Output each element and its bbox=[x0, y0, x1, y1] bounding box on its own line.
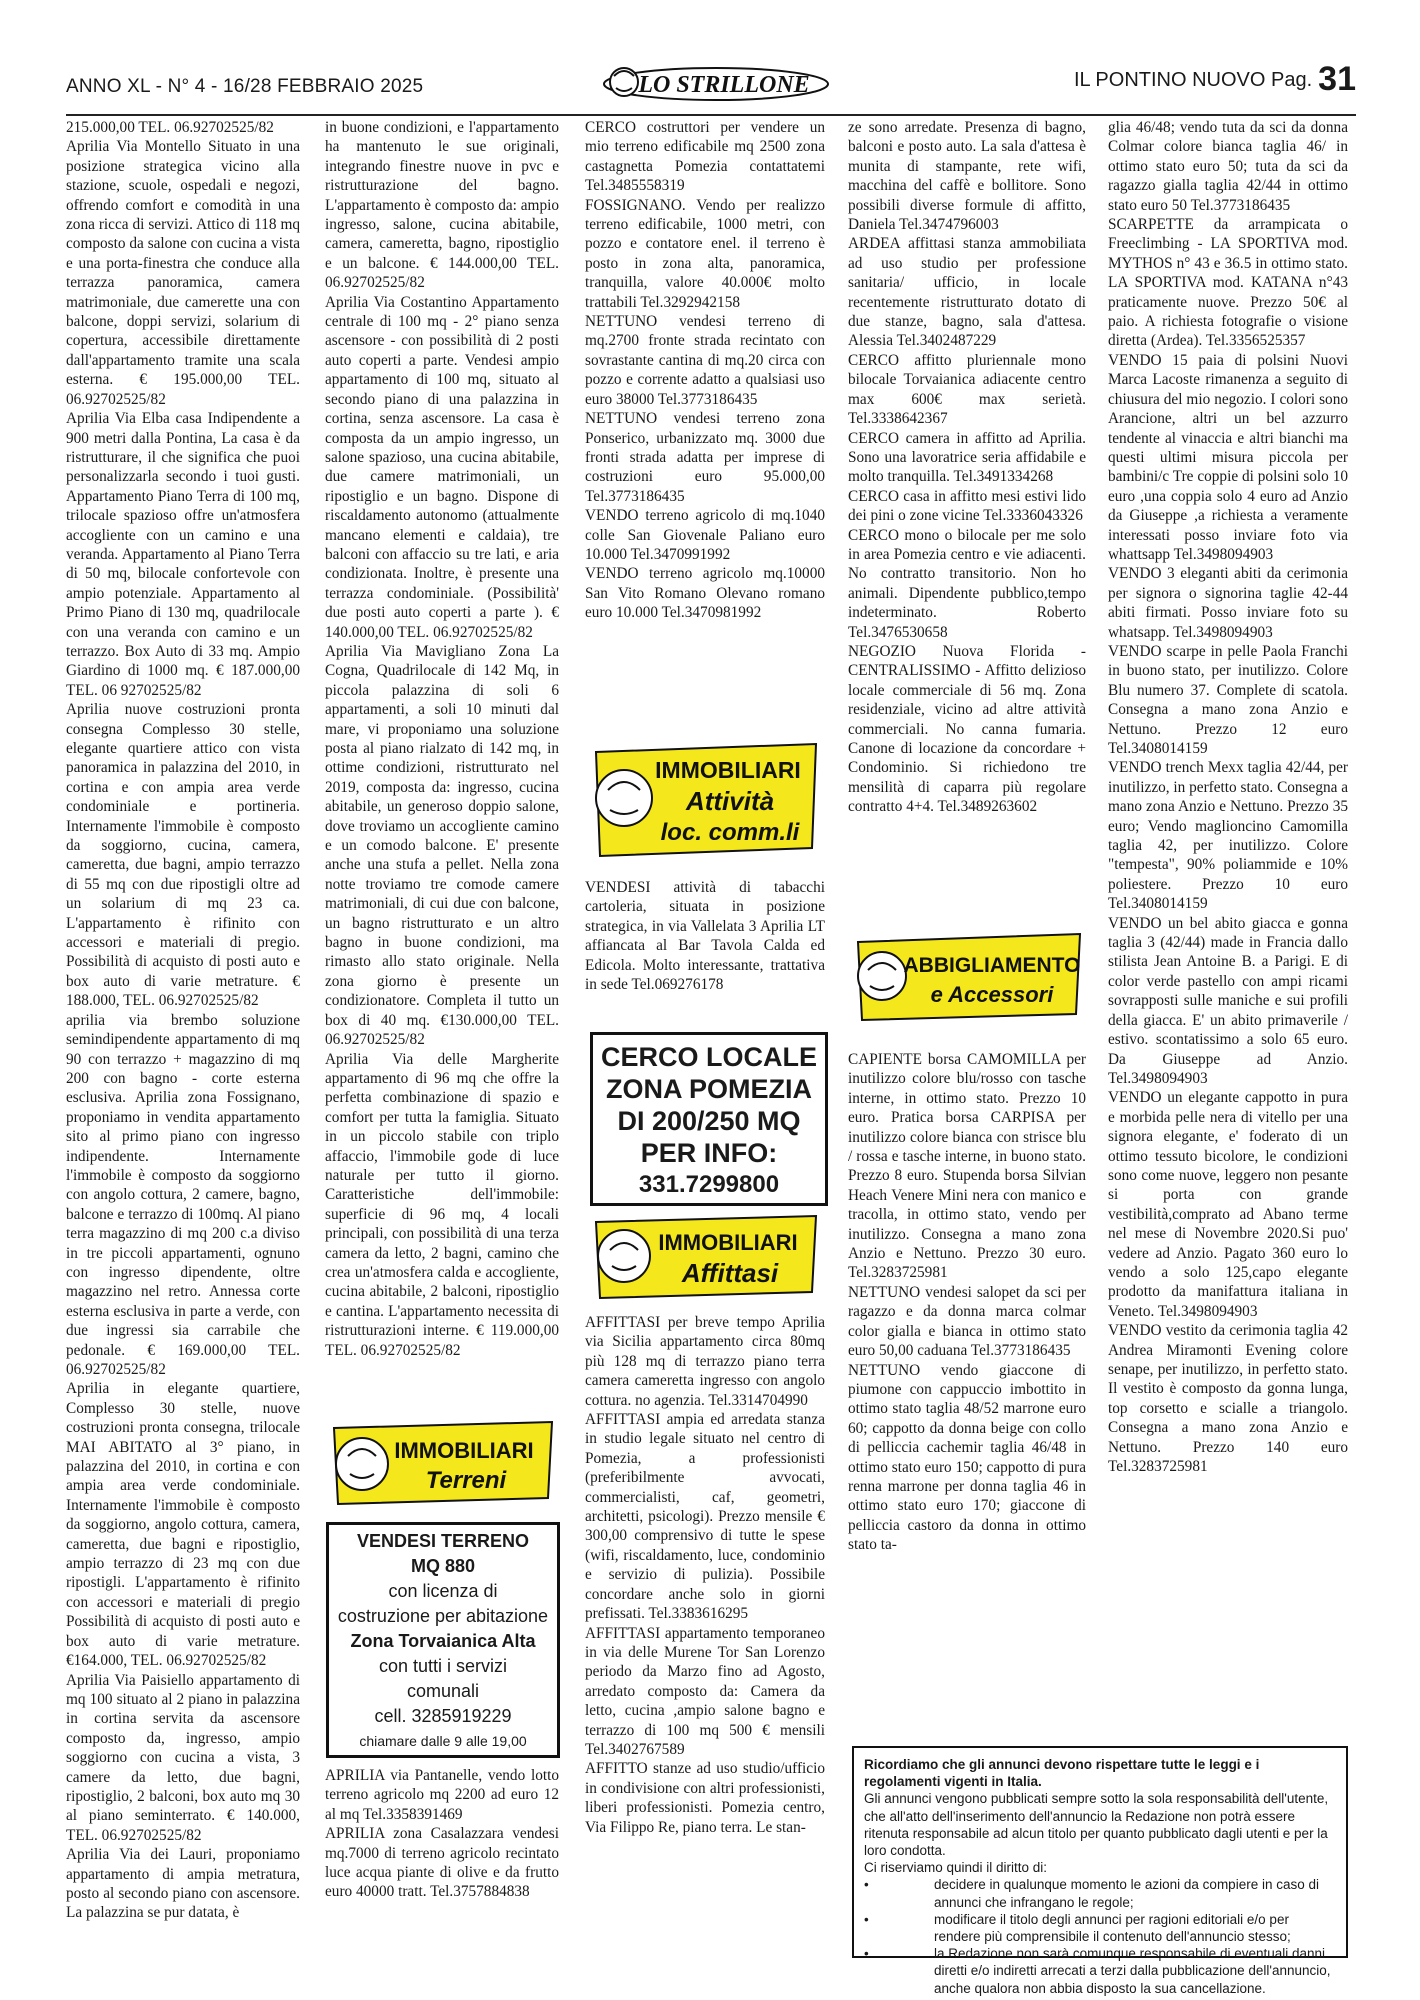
column-5 bbox=[1108, 118, 1348, 1606]
ad-text: Aprilia in elegante quartiere, Complesso 30 stelle, nuove costruzioni pronta consegna, trilocale MAI ABITATO al 3° piano, in palazzina del 2010, in cortina e con ampia area verde condominiale. Internamente l'immobile è composto da soggiorno, angolo cottura, camera, cameretta, due bagni e ripostiglio, ampio terrazzo di 23 mq con due ripostigli. L'appartamento è rifinito con accessori e materiali di pregio Possibilità di acquisto di posti auto e box auto di varie metrature. €164.000, TEL. 06.92702525/82 bbox=[66, 1380, 300, 1670]
ad-text: Aprilia Via delle Margherite appartamento di 96 mq che offre la perfetta combinazione di spazio e comfort per tutta la famiglia. Situato in un piccolo stabile con triplo affaccio, l'immobile gode di luce naturale per tutto il giorno. Caratteristiche dell'immobile: superficie di 96 mq, 4 locali principali, con possibilità di una terza camera da letto, 2 bagni, camino che crea un'atmosfera calda e accogliente, cucina abitabile, 2 balconi, ripostiglio e cantina. L'appartamento necessita di ristrutturazioni interne. € 119.000,00 TEL. 06.92702525/82 bbox=[325, 1050, 559, 1359]
ad-text: VENDO trench Mexx taglia 42/44, per inutilizzo, in perfetto stato. Consegna a mano zona Anzio e Nettuno. Prezzo 35 euro; Vendo maglioncino Camomilla taglia 42, per inutilizzo. Colore "tempesta", 90% poliammide e 10% poliestere. Prezzo 10 euro Tel.3408014159 bbox=[1108, 759, 1349, 913]
ad-line: 331.7299800 bbox=[638, 1171, 780, 1198]
ad-text: Aprilia Via Montello Situato in una posizione strategica vicino alla stazione, scuole, ospedali e negozi, offrendo comfort e comodità in una zona ricca di servizi. Attico di 118 mq composto da salone con cucina a vista e una porta-finestra che conduce alla terrazza panoramica, camera matrimoniale, due camerette una con balcone, doppi servizi, solarium di copertura, accessibile direttamente dall'appartamento tramite una scala esterna. € 195.000,00 TEL. 06.92702525/82 bbox=[66, 138, 300, 408]
rules-notice bbox=[852, 1746, 1348, 1996]
ad-text: AFFITTASI per breve tempo Aprilia via Sicilia appartamento circa 80mq più 128 mq di terrazzo piano terra camera cameretta ingresso con angolo cottura. no agenzia. Tel.3314704990 bbox=[585, 1314, 825, 1409]
notice-bullet-text: modificare il titolo degli annunci per ragioni editoriali e/o per rendere più comprensibile il contenuto dell'annuncio stesso; bbox=[934, 1911, 1291, 1945]
ad-text: NETTUNO vendesi salopet da sci per ragazzo e da donna marca colmar color gialla e bianca in ottimo stato euro 50,00 caduana Tel.3773186435 bbox=[848, 1283, 1086, 1360]
ad-line: PER INFO: bbox=[640, 1138, 778, 1168]
ad-text: ze sono arredate. Presenza di bagno, balconi e posto auto. La sala d'attesa è munita di stampante, rete wifi, macchina del caffè e bollitore. Sono possibili diverse formule di affitto, Daniela Tel.3474796003 bbox=[848, 119, 1086, 234]
notice-bullet-item bbox=[864, 1876, 1336, 1910]
paper-name: IL PONTINO NUOVO bbox=[1073, 69, 1266, 91]
ad-text: VENDO un bel abito giacca e gonna taglia 3 (42/44) made in Francia dallo stilista Jean Antoine B. a Parigi. E di color verde pastello con ampi ricami sovrapposti sulle maniche e sui profili della giacca. E' un abito primaverile / estivo. scontatissimo a solo 65 euro. Da Giuseppe ad Anzio. Tel.3498094903 bbox=[1108, 914, 1348, 1087]
ad-text: AFFITTASI appartamento temporaneo in via delle Murene Tor San Lorenzo periodo da Marzo fino ad Agosto, arredato composto da: Camera da letto, cucina ,ampio salone bagno e terrazzo di 100 mq 500 € mensili Tel.3402767589 bbox=[585, 1624, 825, 1758]
ad-text: CERCO mono o bilocale per me solo in area Pomezia centro e vie adiacenti. No contratto transitorio. Non ho animali. Dipendente pubblico,tempo indeterminato. Roberto Tel.3476530658 bbox=[848, 526, 1086, 641]
ad-text: VENDESI attività di tabacchi cartoleria, situata in posizione strategica, in via Vallelata 3 Aprilia LT affiancata al Bar Tavola Calda ed Edicola. Molto interessante, trattativa in sede Tel.069276178 bbox=[585, 879, 825, 994]
section-header-terreni bbox=[328, 1418, 560, 1510]
ad-text: AFFITTO stanze ad uso studio/ufficio in condivisione con altri professionisti, liberi professionisti. Pomezia centro, Via Filippo Re, piano terra. Le stan- bbox=[585, 1760, 825, 1836]
notice-text: Gli annunci vengono pubblicati sempre sotto la sola responsabilità dell'utente, che all'atto dell'inserimento dell'annuncio la Redazione non potrà essere ritenuta responsabile ad alcun titolo per quanto pubblicato dagli utenti e per la loro condotta. bbox=[864, 1791, 1329, 1859]
section-subtitle: Attività bbox=[685, 786, 775, 816]
page-label: Pag. bbox=[1271, 69, 1313, 91]
ad-text: FOSSIGNANO. Vendo per realizzo terreno edificabile, 1000 metri, con pozzo e contatore enel. il terreno è posto in zona alta, panoramica, tranquilla, valore 40.000€ molto trattabili Tel.3292942158 bbox=[585, 196, 825, 311]
ad-line: ZONA POMEZIA bbox=[606, 1074, 812, 1104]
bullet-icon: • bbox=[864, 1911, 869, 1927]
column-2 bbox=[325, 118, 559, 1558]
ad-line: CERCO LOCALE bbox=[601, 1042, 817, 1072]
notice-bullet-item bbox=[864, 1911, 1336, 1945]
notice-bullet-item bbox=[864, 1945, 1336, 1997]
section-title: IMMOBILIARI bbox=[394, 1438, 534, 1463]
ad-text: Aprilia Via Elba casa Indipendente a 900 metri dalla Pontina, La casa è da ristrutturare, il che significa che puoi personalizzarla secondo i tuoi gusti. Appartamento Piano Terra di 100 mq, trilocale spazioso offre un'atmosfera accogliente con un camino e una veranda. Appartamento al Piano Terra di 50 mq, bilocale confortevole con ampio potenziale. Appartamento al Primo Piano di 130 mq, quadrilocale con una veranda con camino e un terrazzo. Box Auto di 33 mq. Ampio Giardino di 1000 mq. € 187.000,00 TEL. 06 92702525/82 bbox=[66, 410, 300, 699]
page-header bbox=[66, 60, 1356, 122]
ad-text: CERCO casa in affitto mesi estivi lido dei pini o zone vicine Tel.3336043326 bbox=[848, 487, 1086, 525]
paper-name-page bbox=[1074, 60, 1356, 99]
notice-bullet-text: la Redazione non sarà comunque responsabile di eventuali danni diretti e/o indiretti arrecati a terzi dalla pubblicazione dell'annuncio, anche qualora non abbia disposto la sua cancellazione. bbox=[934, 1946, 1331, 1996]
ad-line: comunali bbox=[406, 1681, 480, 1701]
ad-line: VENDESI TERRENO bbox=[356, 1531, 530, 1551]
ad-text: glia 46/48; vendo tuta da sci da donna Colmar colore bianca taglia 46/ in ottimo stato euro 50; tuta da sci da ragazzo gialla taglia 42/44 in ottimo stato euro 50 Tel.3773186435 bbox=[1108, 119, 1348, 214]
ad-text: 215.000,00 TEL. 06.92702525/82 bbox=[66, 119, 274, 136]
section-title: IMMOBILIARI bbox=[655, 757, 801, 783]
column-4 bbox=[848, 118, 1086, 908]
section-title: ABBIGLIAMENTO bbox=[903, 954, 1081, 977]
page-number: 31 bbox=[1318, 60, 1356, 98]
notice-text: Ci riserviamo quindi il diritto di: bbox=[864, 1860, 1048, 1876]
ad-text: aprilia via brembo soluzione semindipendente appartamento di mq 90 con terrazzo + magazzino di mq 200 con bagno - corte esterna esclusiva. Aprilia zona Fossignano, proponiamo in vendita appartamento sito al primo piano con ingresso indipendente. Internamente l'immobile è composto da soggiorno con angolo cottura, 2 camere, bagno, balcone e terrazzo di 100mq. Al piano terra magazzino di mq 200 c.a diviso in tre piccoli appartamenti, ognuno con ingresso dipendente, oltre magazzino nel retro. Annessa corte esterna esclusiva in parte a verde, con due ingressi sia carrabile che pedonale. € 169.000,00 TEL. 06.92702525/82 bbox=[66, 1011, 300, 1378]
ad-line: con tutti i servizi bbox=[378, 1656, 508, 1676]
section-header-affittasi bbox=[590, 1212, 822, 1304]
section-subtitle2: loc. comm.li bbox=[660, 819, 800, 846]
logo-text: LO STRILLONE bbox=[638, 72, 810, 98]
ad-line: Zona Torvaianica Alta bbox=[350, 1631, 536, 1651]
column-3-affittasi bbox=[585, 1313, 825, 1978]
ad-text: VENDO terreno agricolo di mq.1040 colle San Giovenale Paliano euro 10.000 Tel.3470991992 bbox=[585, 507, 825, 563]
ad-line: DI 200/250 MQ bbox=[617, 1106, 801, 1136]
ad-text: NETTUNO vendo giaccone di piumone con cappuccio imbottito in ottimo stato taglia 48/52 marrone euro 60; cappotto da donna beige con collo di pelliccia cachemir taglia 46/48 in ottimo stato euro 150; cappotto di pura renna marrone per donna taglia 46 in ottimo stato euro 170; giaccone di pelliccia castoro da donna in ottimo stato ta- bbox=[848, 1361, 1086, 1554]
ad-line: costruzione per abitazione bbox=[337, 1606, 549, 1626]
bullet-icon: • bbox=[864, 1877, 869, 1893]
section-subtitle: Affittasi bbox=[681, 1258, 779, 1288]
ad-text: VENDO scarpe in pelle Paola Franchi in buono stato, per inutilizzo. Colore Blu numero 37. Complete di scatola. Consegna a mano zona Anzio e Nettuno. Prezzo 12 euro Tel.3408014159 bbox=[1108, 642, 1348, 757]
ad-text: AFFITTASI ampia ed arredata stanza in studio legale situato nel centro di Pomezia, a professionisti (preferibilmente avvocati, commercialisti, caf, geometri, architetti, psicologi). Prezzo mensile € 300,00 comprensivo di tutte le spese (wifi, riscaldamento, luce, condominio e servizio di pulizia). Possibile concordare anche solo in giorni prefissati. Tel.3383616295 bbox=[585, 1411, 825, 1623]
header-rule bbox=[66, 114, 1356, 116]
ad-text: SCARPETTE da arrampicata o Freeclimbing - LA SPORTIVA mod. MYTHOS n° 43 e 36.5 in ottimo stato. LA SPORTIVA mod. KATANA n°43 praticamente nuove. Prezzo 50€ al paio. A richiesta fotografie o visione diretta (Ardea). Tel.3356525357 bbox=[1108, 216, 1348, 350]
ad-line: chiamare dalle 9 alle 19,00 bbox=[359, 1733, 527, 1749]
notice-bullet-text: decidere in qualunque momento le azioni da compiere in caso di annunci che infrangano le regole; bbox=[934, 1877, 1319, 1910]
issue-info: ANNO XL - N° 4 - 16/28 FEBBRAIO 2025 bbox=[66, 76, 424, 97]
ad-text: CERCO costruttori per vendere un mio terreno edificabile mq 2500 zona castagnetta Pomezia contattatemi Tel.3485558319 bbox=[585, 119, 825, 195]
section-title: IMMOBILIARI bbox=[658, 1230, 798, 1255]
column-4-abbigliamento bbox=[848, 1050, 1086, 1710]
ad-line: con licenza di bbox=[388, 1581, 498, 1601]
ad-box-terreno bbox=[326, 1522, 560, 1758]
ad-text: CERCO affitto pluriennale mono bilocale Torvaianica adiacente centro max 600€ max serietà. Tel.3338642367 bbox=[848, 351, 1086, 428]
ad-text: APRILIA via Pantanelle, vendo lotto terreno agricolo mq 2200 ad euro 12 al mq Tel.3358391469 bbox=[325, 1767, 559, 1823]
section-header-attivita bbox=[590, 740, 822, 860]
ad-text: in buone condizioni, e l'appartamento ha mantenuto le sue originali, integrando finestre nuove in pvc e ristrutturazione del bagno. L'appartamento è composto da: ampio ingresso, salone, cucina abitabile, camera, cameretta, bagno, ripostiglio e un balcone. € 144.000,00 TEL. 06.92702525/82 bbox=[325, 119, 559, 292]
ad-text: Aprilia Via dei Lauri, proponiamo appartamento di ampia metratura, posto al secondo piano con ascensore. La palazzina se pur datata, è bbox=[66, 1846, 300, 1922]
ad-text: Aprilia nuove costruzioni pronta consegna Complesso 30 stelle, elegante quartiere attico con vista panoramica in palazzina del 2010, in cortina e con ampia area verde condominiale e portineria. Internamente l'immobile è composto da soggiorno, cucina, camera, cameretta, due bagni, ampio terrazzo di 55 mq con due ripostigli oltre ad un solarium di mq 23 ca. L'appartamento è rifinito con accessori e materiali di pregio. Possibilità di acquisto di posti auto e box auto di varie metrature. € 188.000, TEL. 06.92702525/82 bbox=[66, 701, 300, 1010]
ad-text: Aprilia Via Mavigliano Zona La Cogna, Quadrilocale di 142 Mq, in piccola palazzina di soli 6 appartamenti, a soli 10 minuti dal mare, vi proponiamo una soluzione posta al piano rialzato di 142 mq, in ottime condizioni, ristrutturato nel 2019, composta da: ingresso, cucina abitabile, un generoso doppio salone, dove troviamo un accogliente camino e un comodo balcone. E' presente anche una stufa a pellet. Nella zona notte troviamo tre comode camere matrimoniali, di cui due con balcone, un bagno ristrutturato e un altro bagno in buone condizioni, ma rimasto allo stato originale. Nella zona giorno è presente un condizionatore. Completa il tutto un box di 40 mq. €130.000,00 TEL. 06.92702525/82 bbox=[325, 642, 559, 1049]
ad-text: VENDO 15 paia di polsini Nuovi Marca Lacoste rimanenza a seguito di chiusura del mio negozio. I colori sono Arancione, altri un bel azzurro tendente al vinaccia e altri bianchi ma questi ultimi misura piccola per bambini/c Tre coppie di polsini solo 10 euro ,una coppia solo 4 euro ad Anzio da Giuseppe ,a richiesta a veramente interessati posso inviare foto via whattsapp Tel.3498094903 bbox=[1108, 351, 1348, 563]
ad-text: Aprilia Via Paisiello appartamento di mq 100 situato al 2 piano in palazzina in cortina servita da ascensore composto da, ingresso, ampio soggiorno con cucina a vista, 3 camere da letto, due bagni, ripostiglio, 2 balconi, box auto mq 30 al piano seminterrato. € 140.000, TEL. 06.92702525/82 bbox=[66, 1671, 300, 1844]
column-3-attivita bbox=[585, 878, 825, 998]
section-subtitle: Terreni bbox=[425, 1467, 507, 1494]
ad-text: Aprilia Via Costantino Appartamento centrale di 100 mq - 2° piano senza ascensore - con possibilità di 2 posti auto coperti a parte. Vendesi ampio appartamento di 100 mq, situato al secondo piano di una palazzina in cortina, senza ascensore. La casa è composta da un ampio ingresso, un salone spazioso, una cucina abitabile, due camere matrimoniali, un ripostiglio e un bagno. Dispone di riscaldamento autonomo (attualmente mancano elementi e caldaia), tre balconi con affaccio su tre lati, e aria condizionata. Inoltre, è presente una terrazza condominiale. (Possibilità' due posti auto coperti a parte ). € 140.000,00 TEL. 06.92702525/82 bbox=[325, 293, 559, 641]
section-subtitle: e Accessori bbox=[930, 982, 1054, 1007]
notice-title: Ricordiamo che gli annunci devono rispettare tutte le leggi e i regolamenti vigenti in Italia. bbox=[864, 1757, 1260, 1790]
bullet-icon: • bbox=[864, 1946, 869, 1962]
column-3 bbox=[585, 118, 825, 738]
ad-text: CERCO camera in affitto ad Aprilia. Sono una lavoratrice seria affidabile e molto tranquilla. Tel.3491334268 bbox=[848, 429, 1086, 486]
column-1 bbox=[66, 118, 300, 1968]
ad-text: CAPIENTE borsa CAMOMILLA per inutilizzo colore blu/rosso con tasche interne, in ottimo stato. Prezzo 10 euro. Pratica borsa CARPISA per inutilizzo colore bianca con strisce blu / rossa e tasche interne, in buono stato. Prezzo 8 euro. Stupenda borsa Silvian Heach Venere Mini nera con manico e tracolla, in ottimo stato, vendo per inutilizzo. Consegna a mano zona Anzio e Nettuno. Prezzo 30 euro. Tel.3283725981 bbox=[848, 1051, 1086, 1282]
ad-box-cerco-locale bbox=[590, 1032, 828, 1206]
ad-line: MQ 880 bbox=[410, 1556, 476, 1576]
ad-text: VENDO vestito da cerimonia taglia 42 Andrea Miramonti Evening colore senape, per inutilizzo, in perfetto stato. Il vestito è composto da gonna lunga, top corsetto e scialle a triangolo. Consegna a mano zona Anzio e Nettuno. Prezzo 140 euro Tel.3283725981 bbox=[1108, 1322, 1348, 1476]
ad-text: VENDO 3 eleganti abiti da cerimonia per signora o signorina taglie 42-44 abiti firmati. Posso inviare foto su whatsapp. Tel.3498094903 bbox=[1108, 565, 1348, 641]
ad-text: NETTUNO vendesi terreno di mq.2700 fronte strada recintato con sovrastante cantina di mq.20 circa con pozzo e corrente adatto a qualsiasi uso euro 38000 Tel.3773186435 bbox=[585, 313, 825, 408]
ad-text: ARDEA affittasi stanza ammobiliata ad uso studio per professione sanitaria/ ufficio, in locale recentemente ristrutturato dotato di due stanze, bagno, sala d'attesa. Alessia Tel.3402487229 bbox=[848, 235, 1086, 350]
ad-line: cell. 3285919229 bbox=[374, 1706, 512, 1726]
ad-text: APRILIA zona Casalazzara vendesi mq.7000 di terreno agricolo recintato luce acqua piante di olive e da frutto euro 40000 tratt. Tel.3757884838 bbox=[325, 1825, 559, 1901]
ad-text: VENDO terreno agricolo mq.10000 San Vito Romano Olevano romano euro 10.000 Tel.3470981992 bbox=[585, 565, 825, 622]
section-header-abbigliamento bbox=[852, 930, 1084, 1026]
ad-text: NETTUNO vendesi terreno zona Ponserico, urbanizzato mq. 3000 due fronti strada adatta per imprese di costruzioni euro 95.000,00 Tel.3773186435 bbox=[585, 410, 825, 505]
ad-text: VENDO un elegante cappotto in pura e morbida pelle nera di vitello per una signora elegante, e' foderato di un ottimo tessuto bicolore, le condizioni sono come nuove, leggero non pesante si porta con grande vestibilità,comprato ad Abano terme nel mese di Novembre 2020.Si puo' vedere ad Anzio. Pagato 360 euro lo vendo a solo 125,capo elegante prodotto da manifattura italiana in Veneto. Tel.3498094903 bbox=[1108, 1089, 1348, 1320]
column-2-bottom bbox=[325, 1766, 559, 1976]
ad-text: NEGOZIO Nuova Florida - CENTRALISSIMO - Affitto delizioso locale commerciale di 56 mq. Zona residenziale, vicino ad altre attività commerciali. No canna fumaria. Canone di locazione da concordare + Condominio. Si richiedono tre mensilità di caparra più regolare contratto 4+4. Tel.3489263602 bbox=[848, 642, 1086, 816]
lo-strillone-logo bbox=[596, 60, 836, 104]
